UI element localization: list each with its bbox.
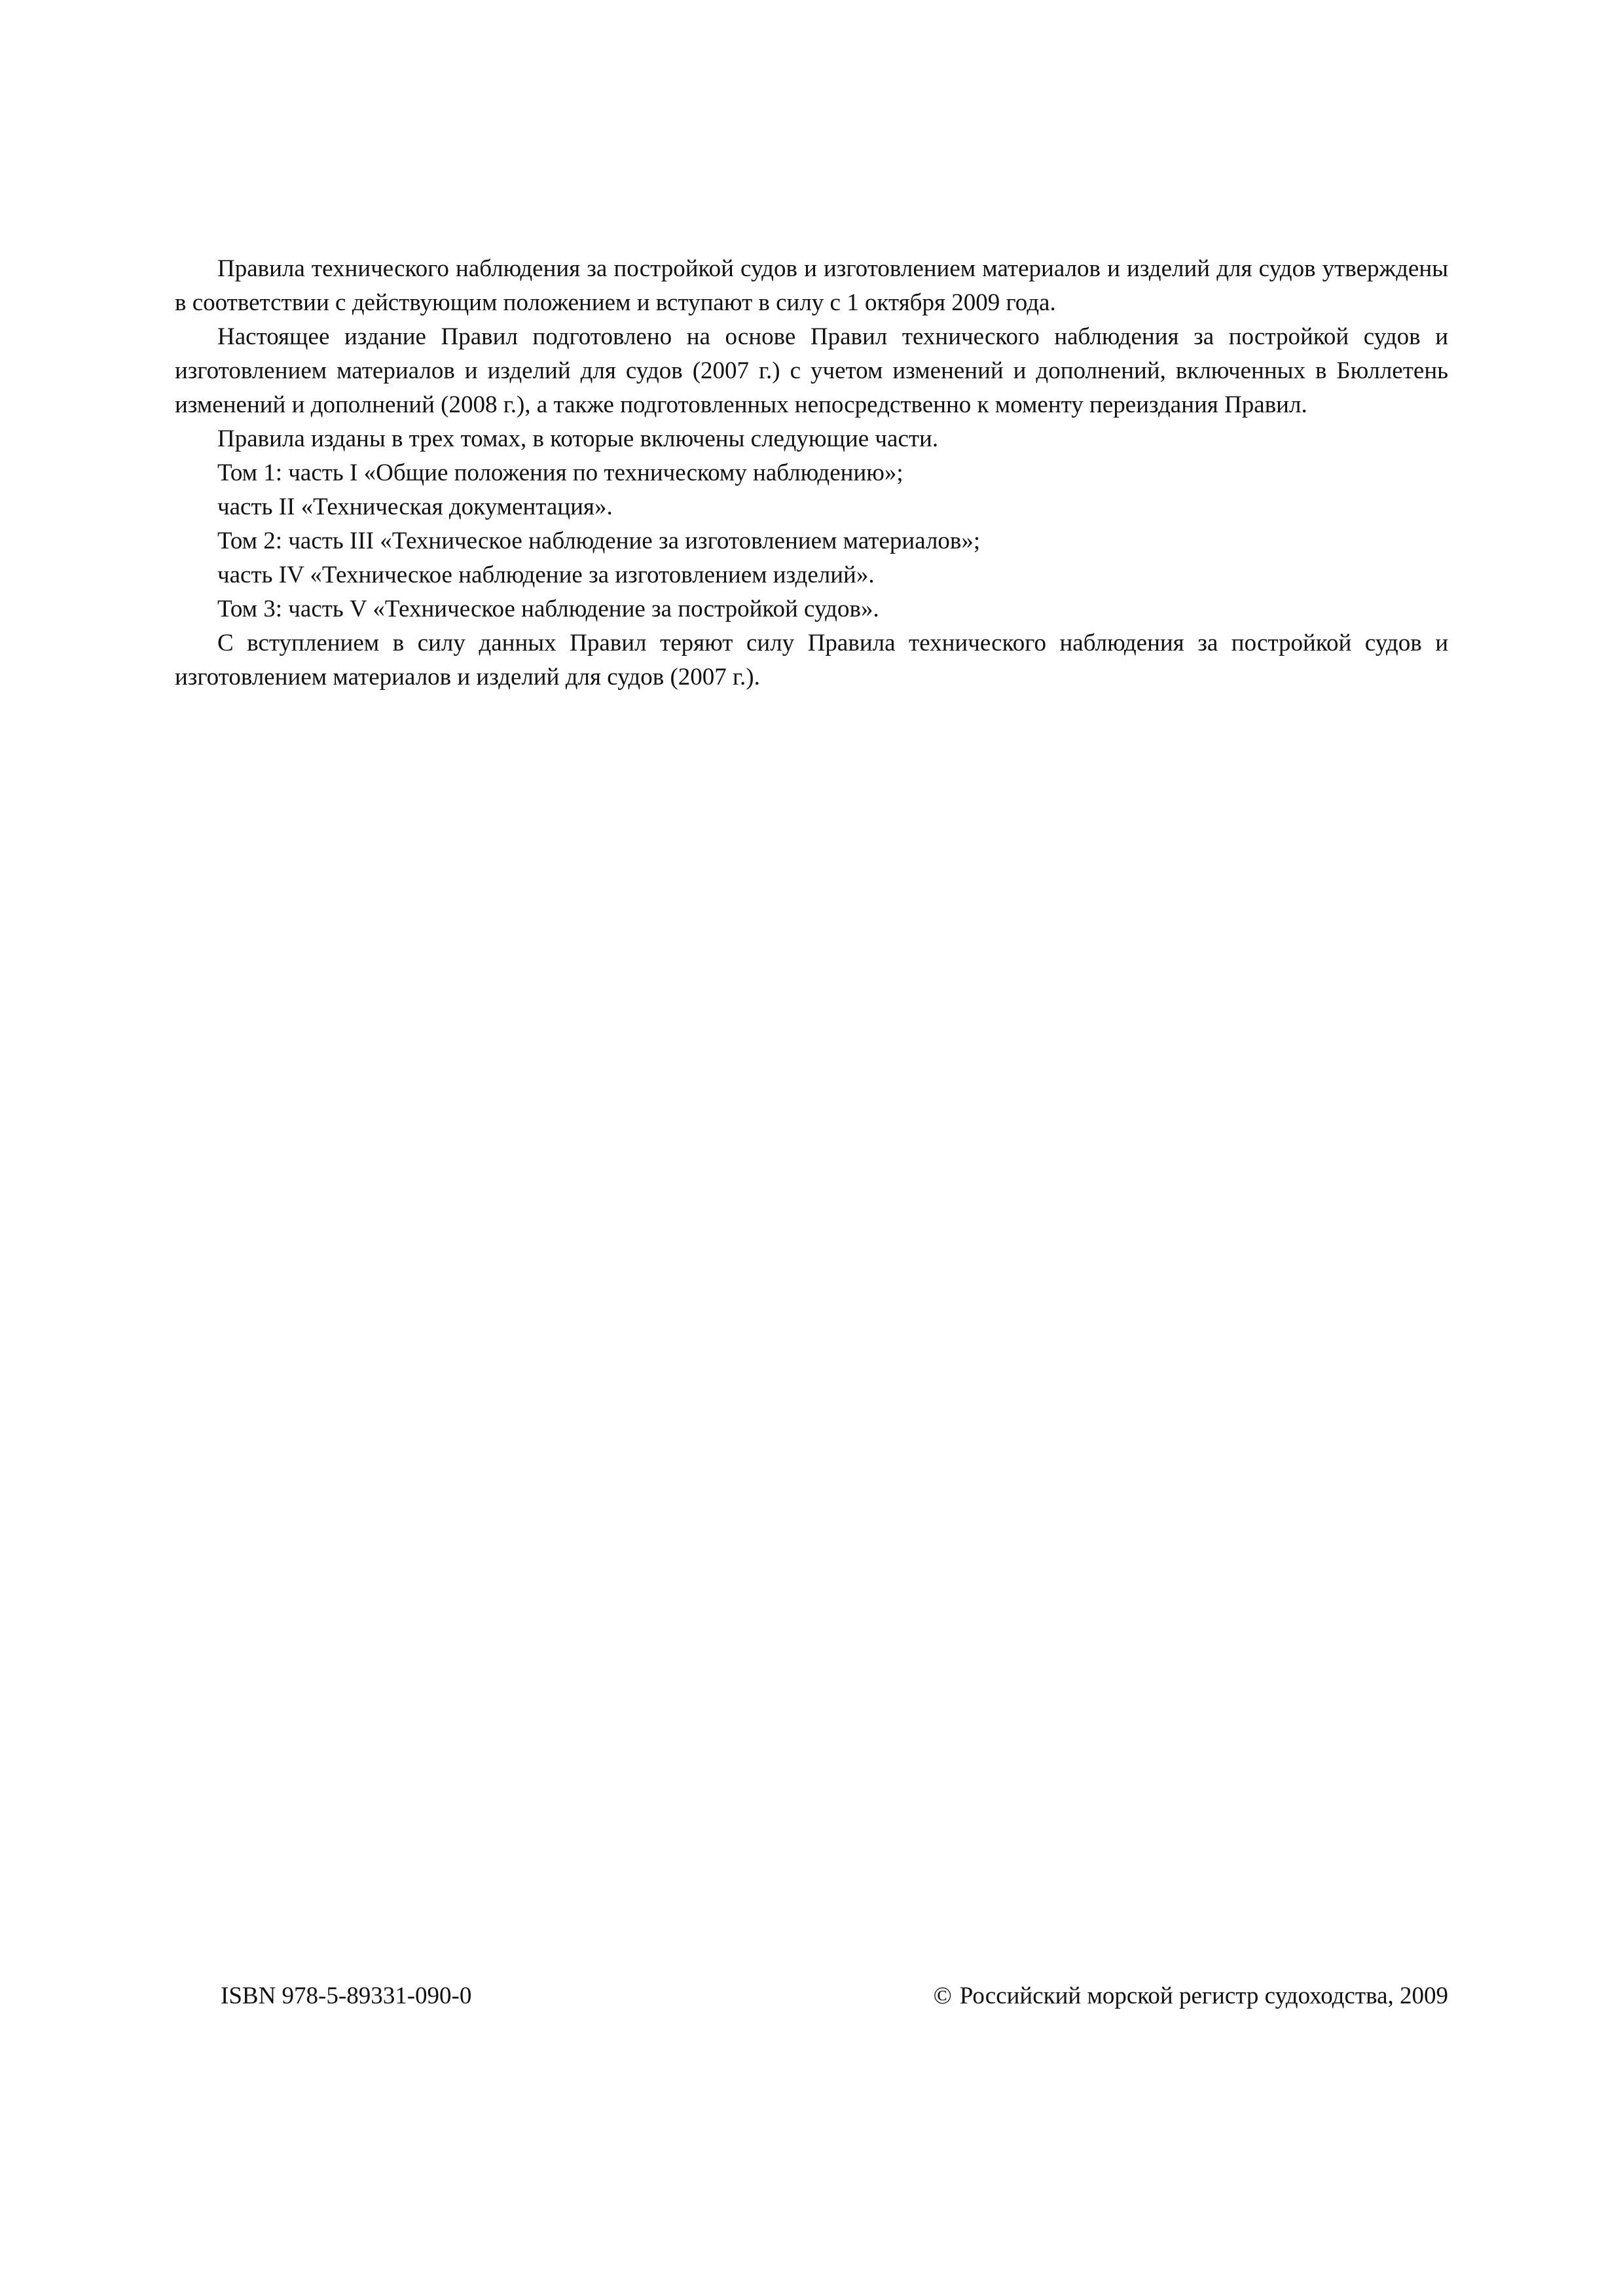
paragraph-volume-2-part-3: Том 2: часть III «Техническое наблюдение за изготовлением материалов»;	[217, 528, 981, 554]
paragraph-volume-2-part-4: часть IV «Техническое наблюдение за изготовлением изделий».	[217, 562, 875, 588]
paragraph-volume-3-part-5: Том 3: часть V «Техническое наблюдение за постройкой судов».	[217, 596, 879, 622]
paragraph-edition-basis: Настоящее издание Правил подготовлено на основе Правил технического наблюдения за постройкой судов и изготовлением материалов и изделий для судов (2007 г.) с учетом изменений и дополнений, включенных в Бюллетень изменений и дополнений (2008 г.), а также подготовленных непосредственно к моменту переиздания Правил.	[175, 323, 1448, 418]
isbn-number: ISBN 978-5-89331-090-0	[221, 1982, 472, 2009]
paragraph-volumes-intro: Правила изданы в трех томах, в которые включены следующие части.	[217, 425, 939, 452]
copyright-holder: Российский морской регистр судоходства, 2009	[959, 1982, 1448, 2009]
copyright-notice	[934, 1977, 1448, 2016]
copyright-icon: ©	[933, 1982, 952, 2009]
paragraph-volume-1-part-2: часть II «Техническая документация».	[217, 493, 613, 520]
page-footer	[221, 1977, 1448, 2016]
document-body	[175, 252, 1448, 694]
paragraph-supersession: С вступлением в силу данных Правил теряют силу Правила технического наблюдения за постройкой судов и изготовлением материалов и изделий для судов (2007 г.).	[175, 630, 1448, 691]
paragraph-effective-date: Правила технического наблюдения за постройкой судов и изготовлением материалов и изделий для судов утверждены в соответствии с действующим положением и вступают в силу с 1 октября 2009 года.	[175, 255, 1448, 316]
paragraph-volume-1-part-1: Том 1: часть I «Общие положения по техническому наблюдению»;	[217, 459, 903, 486]
